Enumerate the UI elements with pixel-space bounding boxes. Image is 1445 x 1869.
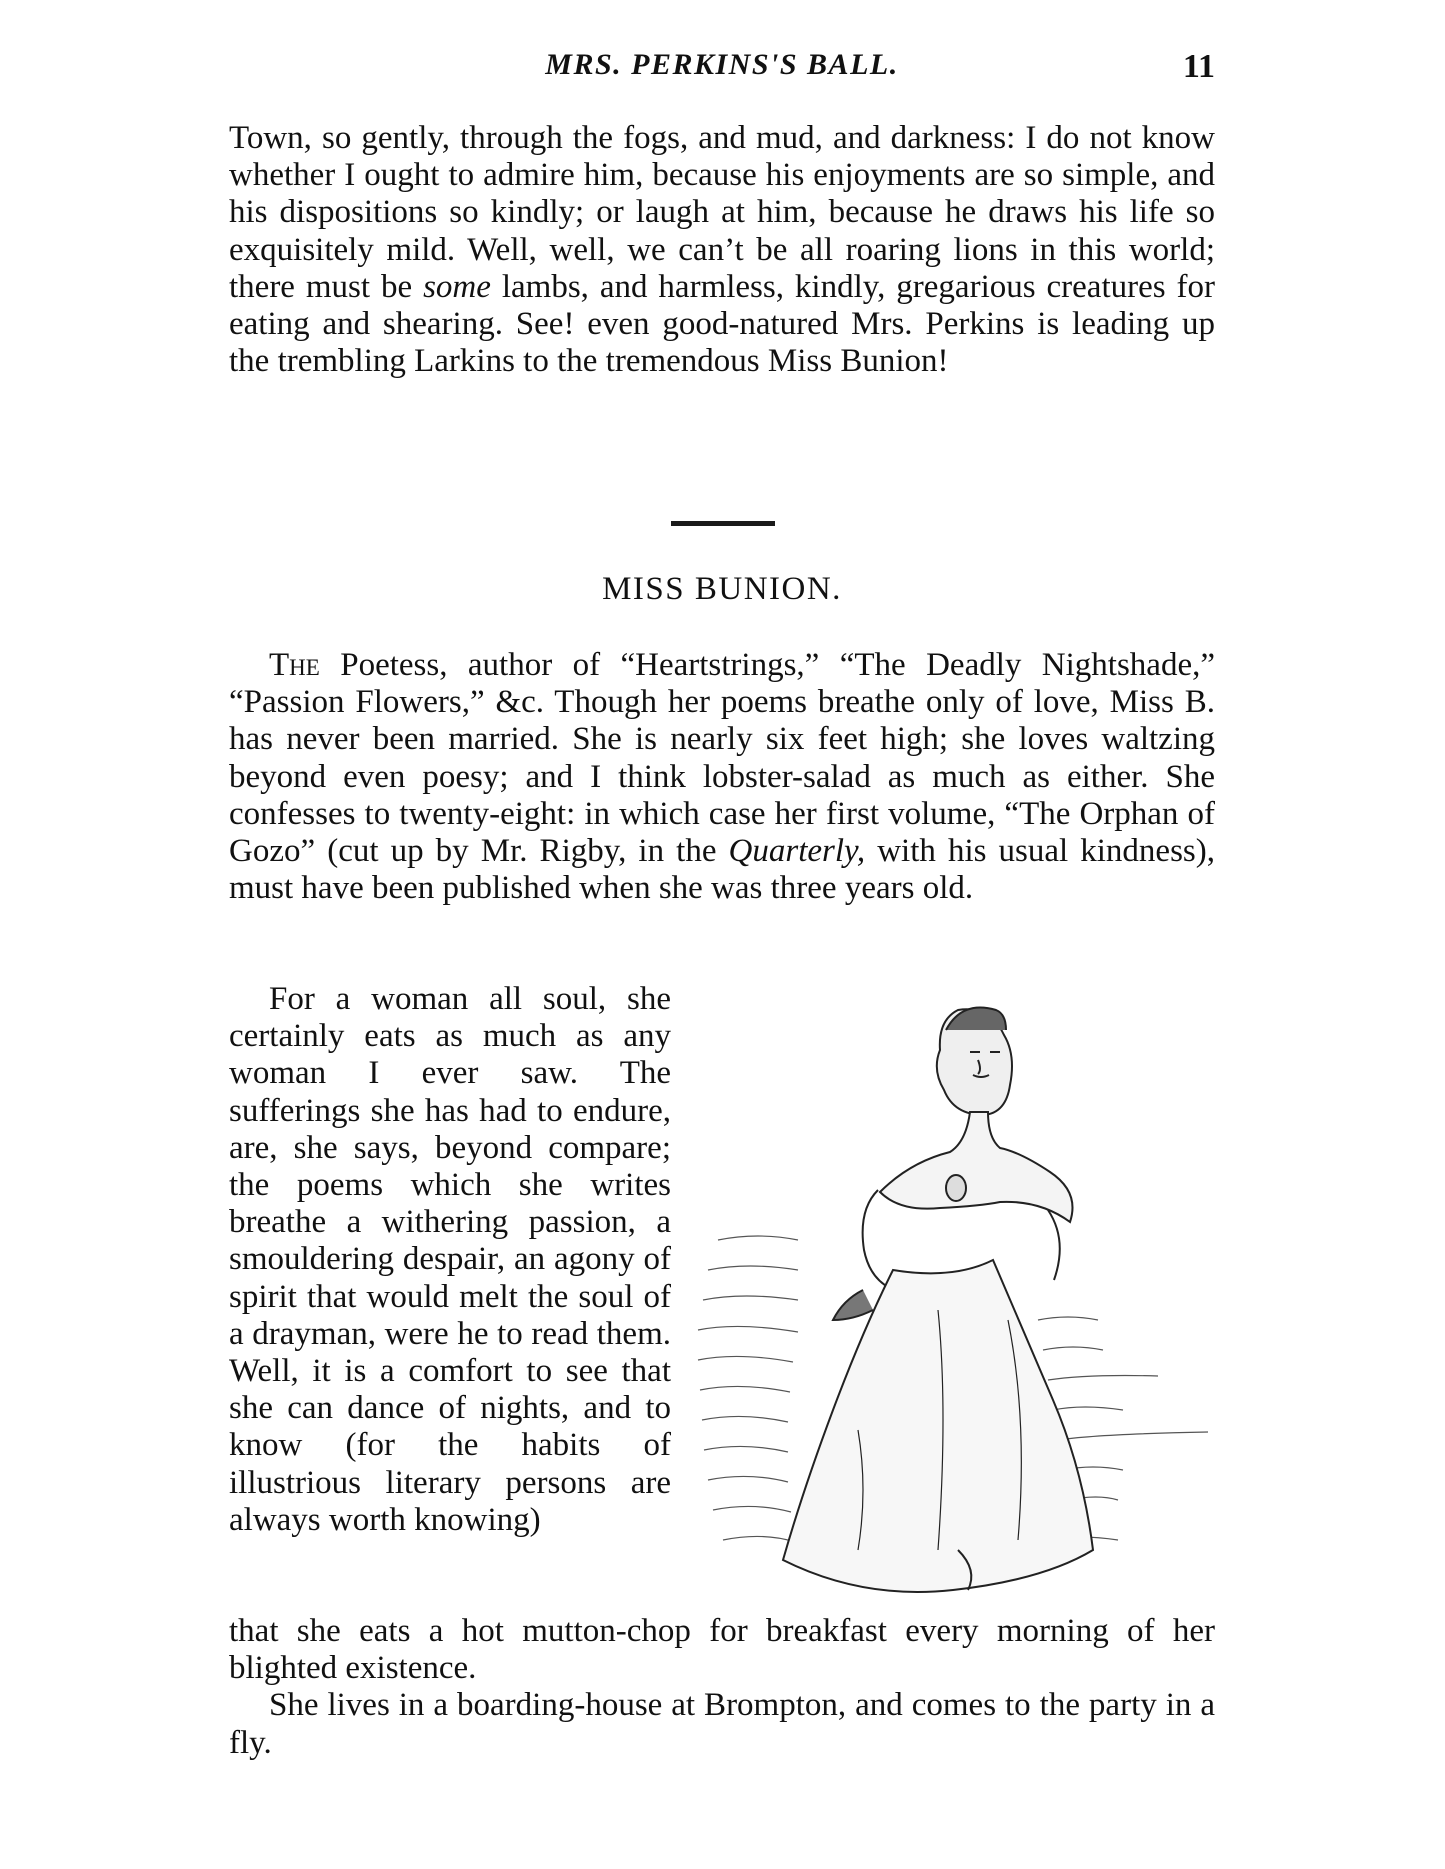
miss-bunion-paragraph-2-continued [229,1613,1215,1762]
paragraph-1-emphasis: Quarterly, [728,833,866,870]
miss-bunion-illustration [688,990,1208,1610]
miss-bunion-paragraph-1 [229,647,1215,907]
page-number: 11 [1182,48,1215,85]
section-heading: MISS BUNION. [602,571,842,607]
paragraph-1-text-b: with his usual kindness), must have been published when she was three years old. [229,833,1215,907]
figure-bodice [863,1112,1073,1290]
paragraph-lead-word: The [269,647,320,683]
intro-text-start: Town, so gently, through the fogs, and mud, and darkness: I do not know whether I ought to admire him, because his enjoyments are so simple, and his dispositions so kindly; or laugh at him, because he draws his life so exquisitely mild. Well, well, we can’t be all roaring lions in this world; there must be [229,120,1215,305]
section-divider [671,521,775,526]
paragraph-1-text-a: Poetess, author of “Heartstrings,” “The Deadly Nightshade,” “Passion Flowers,” &c. Though her poems breathe only of love, Miss B. has never been married. She is nearly six feet high; she loves waltzing beyond even poesy; and I think lobster-salad as much as either. She confesses to twenty-eight: in which case her first volume, “The Orphan of Gozo” (cut up by Mr. Rigby, in the [229,647,1215,870]
figure-head [937,1008,1012,1116]
miss-bunion-paragraph-2-wrap: For a woman all soul, she certainly eats as much as any woman I ever saw. The sufferings she has had to endure, are, she says, beyond compare; the poems which she writes breathe a withering passion, a smouldering despair, an agony of spirit that would melt the soul of a drayman, were he to read them. Well, it is a comfort to see that she can dance of nights, and to know (for the habits of illustrious literary persons are always worth knowing) [229,981,671,1538]
running-title: MRS. PERKINS'S BALL. [545,48,899,81]
page-header [229,48,1215,94]
intro-text-end: lambs, and harmless, kindly, gregarious creatures for eating and shearing. See! even good-natured Mrs. Perkins is leading up the trembling Larkins to the tremendous Miss Bunion! [229,268,1215,380]
intro-emphasis: some [423,268,491,305]
miss-bunion-paragraph-3: She lives in a boarding-house at Brompton, and comes to the party in a fly. [229,1687,1215,1761]
paragraph-2-end: that she eats a hot mutton-chop for breakfast every morning of her blighted existence. [229,1613,1215,1687]
figure-gown [783,1260,1093,1592]
intro-paragraph [229,120,1215,380]
